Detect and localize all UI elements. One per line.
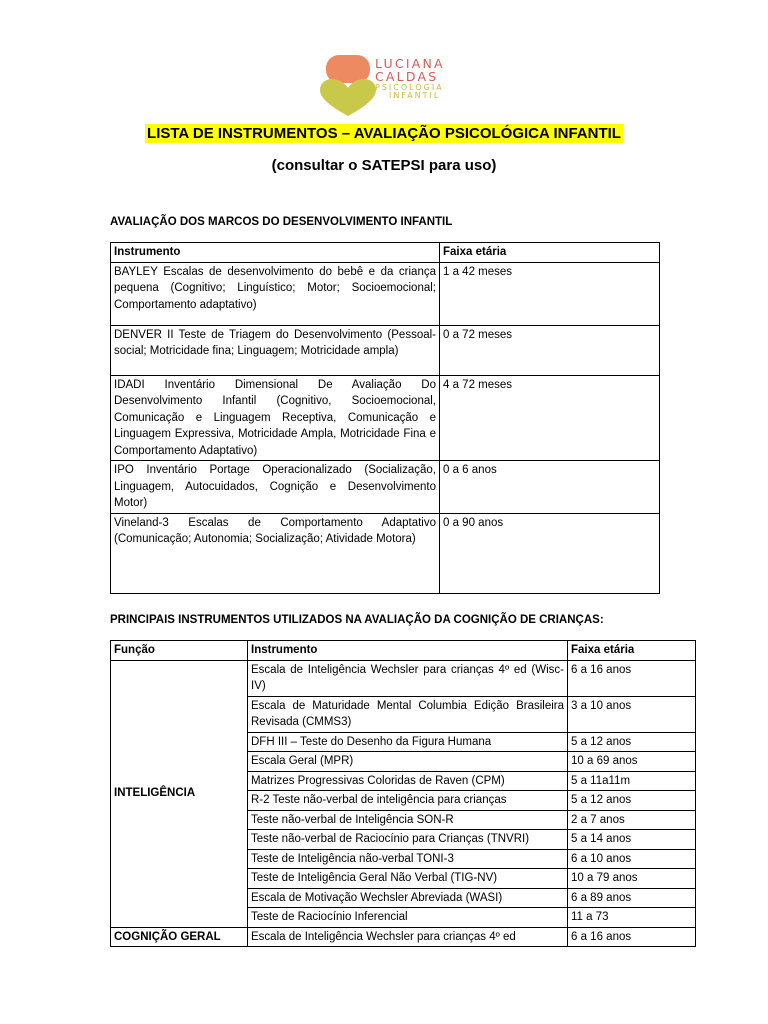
age-cell: 5 a 14 anos: [568, 830, 696, 850]
age-cell: 3 a 10 anos: [568, 696, 696, 732]
age-cell: 6 a 89 anos: [568, 888, 696, 908]
table-row: [111, 325, 660, 375]
table-row: [111, 513, 660, 593]
table-row: [111, 927, 696, 947]
instrument-text: Escala de Inteligência Wechsler para crianças 4º ed: [251, 930, 516, 943]
section1-heading: AVALIAÇÃO DOS MARCOS DO DESENVOLVIMENTO INFANTIL: [110, 216, 453, 228]
table-row: [111, 375, 660, 461]
page-title: LISTA DE INSTRUMENTOS – AVALIAÇÃO PSICOLÓGICA INFANTIL: [147, 125, 621, 142]
col-header-instrument: Instrumento: [111, 243, 440, 263]
logo-sub-line1: PSICOLOGIA: [375, 83, 444, 92]
instrument-cell: Vineland-3 Escalas de Comportamento Adaptativo (Comunicação; Autonomia; Socialização; Atividade Motora): [111, 513, 440, 593]
instrument-cell: Escala Geral (MPR): [248, 752, 568, 772]
instrument-cell: Teste não-verbal de Inteligência SON-R: [248, 810, 568, 830]
col-header-age: Faixa etária: [568, 641, 696, 661]
logo-name-line1: LUCIANA: [375, 56, 445, 71]
logo-coral-shape: [326, 55, 370, 83]
age-cell: 6 a 16 anos: [568, 927, 696, 947]
table-row: [111, 660, 696, 696]
logo-wordmark: [375, 58, 445, 100]
instrument-cell: Escala de Inteligência Wechsler para crianças 4º ed (Wisc-IV): [248, 660, 568, 696]
age-cell: 0 a 6 anos: [440, 461, 660, 514]
logo-sub-line2: INFANTIL: [389, 91, 441, 100]
age-cell: 11 a 73: [568, 908, 696, 928]
age-cell: 0 a 72 meses: [440, 325, 660, 375]
table-header-row: [111, 641, 696, 661]
col-header-instrument: Instrumento: [248, 641, 568, 661]
instrument-cell: Escala de Motivação Wechsler Abreviada (WASI): [248, 888, 568, 908]
table-header-row: [111, 243, 660, 263]
function-cell-general-cognition: COGNIÇÃO GERAL: [111, 927, 248, 947]
page-subtitle: (consultar o SATEPSI para uso): [271, 157, 497, 174]
function-cell-intelligence: INTELIGÊNCIA: [111, 660, 248, 927]
instrument-cell: Escala de Maturidade Mental Columbia Edição Brasileira Revisada (CMMS3): [248, 696, 568, 732]
age-cell: 1 a 42 meses: [440, 262, 660, 325]
instrument-cell: IPO Inventário Portage Operacionalizado (Socialização, Linguagem, Autocuidados, Cognição e Desenvolvimento Motor): [111, 461, 440, 514]
instrument-cell: DFH III – Teste do Desenho da Figura Humana: [248, 732, 568, 752]
instrument-cell: Teste não-verbal de Raciocínio para Crianças (TNVRI): [248, 830, 568, 850]
age-cell: 4 a 72 meses: [440, 375, 660, 461]
instrument-cell: [248, 927, 568, 947]
logo-name-line2: CALDAS: [375, 68, 439, 84]
instrument-cell: BAYLEY Escalas de desenvolvimento do bebê e da criança pequena (Cognitivo; Linguístico; Motor; Socioemocional; Comportamento adaptativo): [111, 262, 440, 325]
age-cell: 5 a 12 anos: [568, 791, 696, 811]
age-cell: 6 a 10 anos: [568, 849, 696, 869]
age-cell: 10 a 69 anos: [568, 752, 696, 772]
age-cell: 0 a 90 anos: [440, 513, 660, 593]
instrument-cell: Teste de Raciocínio Inferencial: [248, 908, 568, 928]
age-cell: 6 a 16 anos: [568, 660, 696, 696]
age-cell: 2 a 7 anos: [568, 810, 696, 830]
instrument-cell: DENVER II Teste de Triagem do Desenvolvimento (Pessoal-social; Motricidade fina; Linguagem; Motricidade ampla): [111, 325, 440, 375]
instrument-cell: Matrizes Progressivas Coloridas de Raven (CPM): [248, 771, 568, 791]
instrument-cell: Teste de Inteligência não-verbal TONI-3: [248, 849, 568, 869]
logo-green-heart: [320, 79, 376, 116]
cognition-table: [110, 640, 696, 947]
table-row: [111, 461, 660, 514]
col-header-age: Faixa etária: [440, 243, 660, 263]
section2-heading: PRINCIPAIS INSTRUMENTOS UTILIZADOS NA AVALIAÇÃO DA COGNIÇÃO DE CRIANÇAS:: [110, 614, 604, 626]
age-cell: 10 a 79 anos: [568, 869, 696, 889]
instrument-cell: R-2 Teste não-verbal de inteligência para crianças: [248, 791, 568, 811]
development-table: [110, 242, 660, 594]
instrument-cell: Teste de Inteligência Geral Não Verbal (TIG-NV): [248, 869, 568, 889]
col-header-function: Função: [111, 641, 248, 661]
age-cell: 5 a 12 anos: [568, 732, 696, 752]
instrument-cell: IDADI Inventário Dimensional De Avaliação Do Desenvolvimento Infantil (Cognitivo, Socioemocional, Comunicação e Linguagem Receptiva, Comunicação e Linguagem Expressiva, Motricidade Ampla, Motricidade Fina e Comportamento Adaptativo): [111, 375, 440, 461]
age-cell: 5 a 11a11m: [568, 771, 696, 791]
table-row: [111, 262, 660, 325]
